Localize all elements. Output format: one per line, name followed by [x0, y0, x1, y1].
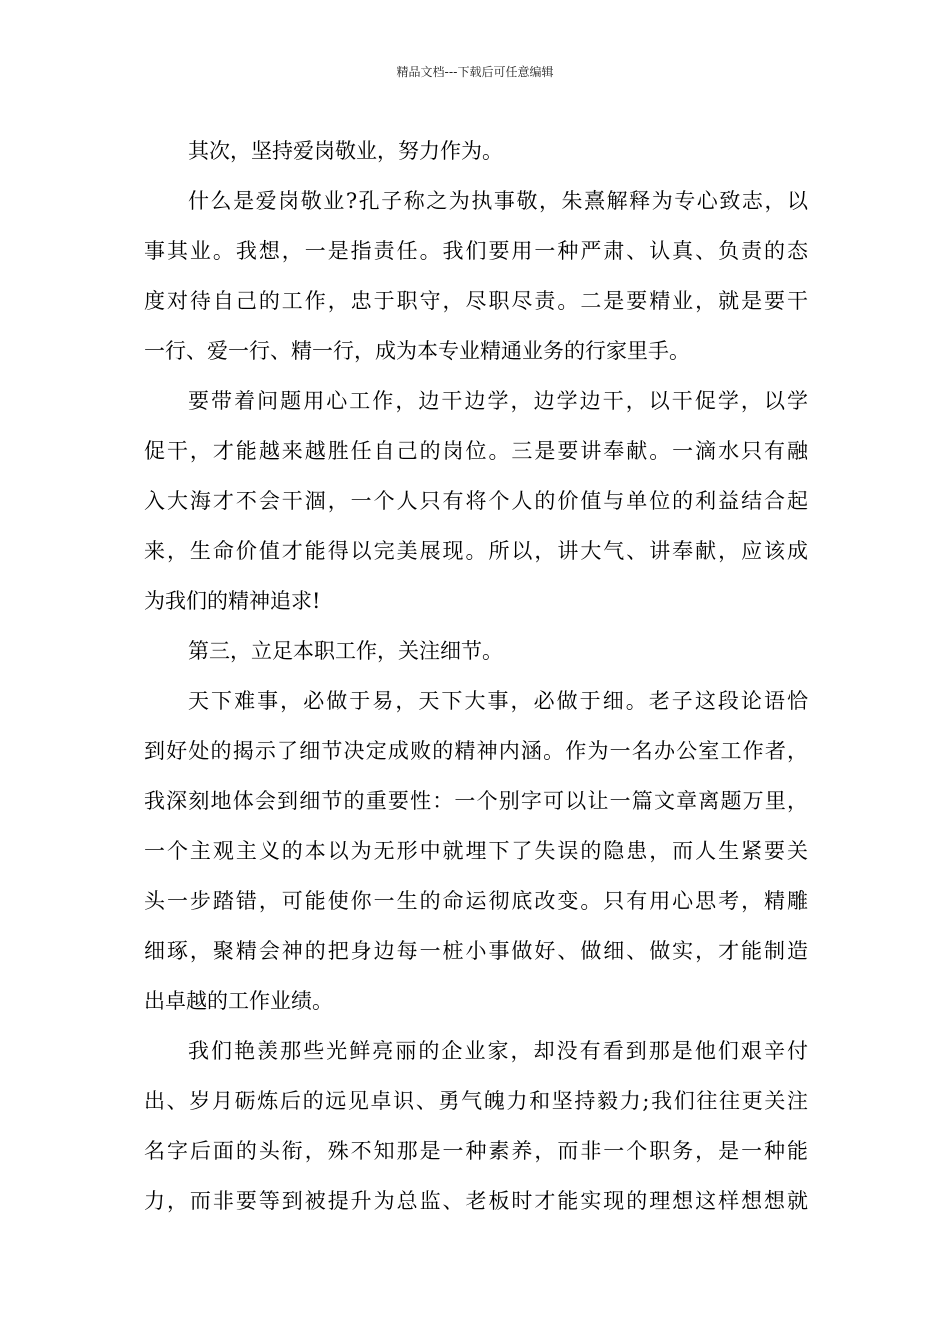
paragraph-line: 度对待自己的工作，忠于职守，尽职尽责。二是要精业，就是要干	[144, 289, 808, 313]
paragraph-1	[144, 126, 808, 176]
paragraph-line: 头一步踏错，可能使你一生的命运彻底改变。只有用心思考，精雕	[144, 889, 808, 913]
paragraph-line: 为我们的精神追求!	[144, 589, 321, 613]
paragraph-5	[144, 676, 808, 1026]
paragraph-line: 我们艳羡那些光鲜亮丽的企业家，却没有看到那是他们艰辛付	[188, 1039, 808, 1063]
paragraph-line: 一个主观主义的本以为无形中就埋下了失误的隐患，而人生紧要关	[144, 839, 808, 863]
paragraph-4	[144, 626, 808, 676]
paragraph-6	[144, 1026, 808, 1226]
paragraph-line: 名字后面的头衔，殊不知那是一种素养，而非一个职务，是一种能	[144, 1139, 808, 1163]
paragraph-line: 我深刻地体会到细节的重要性：一个别字可以让一篇文章离题万里，	[144, 789, 808, 813]
paragraph-line: 其次，坚持爱岗敬业，努力作为。	[188, 139, 503, 163]
paragraph-line: 事其业。我想，一是指责任。我们要用一种严肃、认真、负责的态	[144, 239, 808, 263]
paragraph-line: 入大海才不会干涸，一个人只有将个人的价值与单位的利益结合起	[144, 489, 808, 513]
page-header: 精品文档---下载后可任意编辑	[396, 65, 554, 79]
paragraph-line: 促干，才能越来越胜任自己的岗位。三是要讲奉献。一滴水只有融	[144, 439, 808, 463]
document-body	[144, 126, 808, 1226]
paragraph-line: 要带着问题用心工作，边干边学，边学边干，以干促学，以学	[188, 389, 808, 413]
paragraph-line: 第三，立足本职工作，关注细节。	[188, 639, 503, 663]
paragraph-line: 出、岁月砺炼后的远见卓识、勇气魄力和坚持毅力;我们往往更关注	[144, 1089, 808, 1113]
paragraph-line: 什么是爱岗敬业?孔子称之为执事敬，朱熹解释为专心致志，以	[188, 189, 808, 213]
paragraph-line: 力，而非要等到被提升为总监、老板时才能实现的理想这样想想就	[144, 1189, 808, 1213]
paragraph-line: 到好处的揭示了细节决定成败的精神内涵。作为一名办公室工作者，	[144, 739, 808, 763]
paragraph-line: 细琢，聚精会神的把身边每一桩小事做好、做细、做实，才能制造	[144, 939, 808, 963]
paragraph-line: 天下难事，必做于易，天下大事，必做于细。老子这段论语恰	[188, 689, 808, 713]
paragraph-2	[144, 176, 808, 376]
paragraph-line: 来，生命价值才能得以完美展现。所以，讲大气、讲奉献，应该成	[144, 539, 808, 563]
paragraph-3	[144, 376, 808, 626]
paragraph-line: 一行、爱一行、精一行，成为本专业精通业务的行家里手。	[144, 339, 690, 363]
paragraph-line: 出卓越的工作业绩。	[144, 989, 333, 1013]
